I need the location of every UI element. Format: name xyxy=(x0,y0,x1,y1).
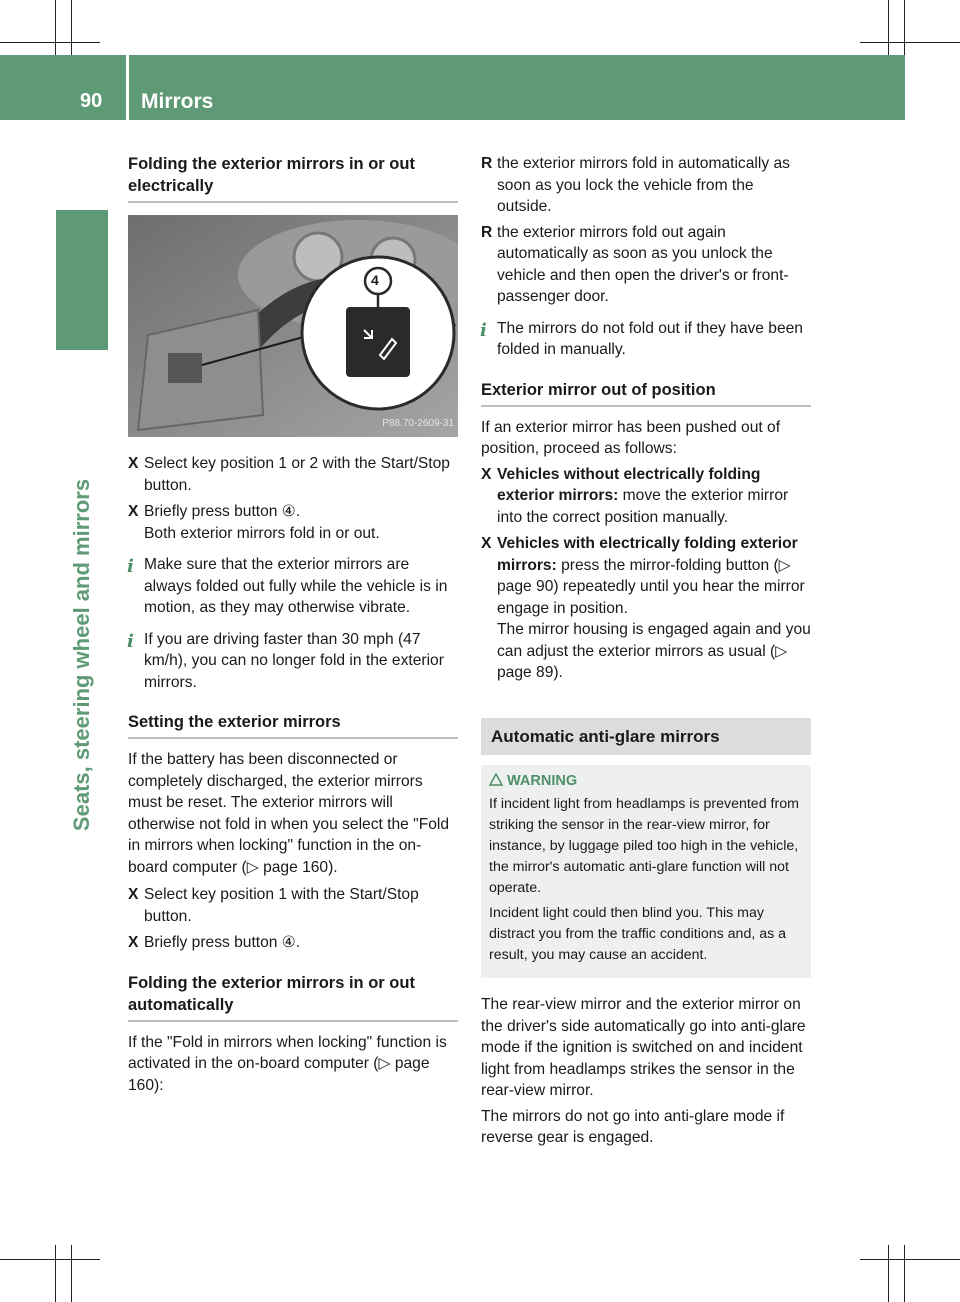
page-number: 90 xyxy=(80,90,103,112)
crop-mark xyxy=(860,42,960,43)
warning-text-1: If incident light from headlamps is prevented from striking the sensor in the rear-view mirror, for instance, by luggage piled too high in the vehicle, the mirror's automatic anti-glare function will not operate. xyxy=(489,796,799,896)
steering-wheel-illustration xyxy=(128,215,458,437)
step-marker: X xyxy=(128,934,139,951)
crop-mark xyxy=(55,0,56,55)
step-marker: X xyxy=(481,465,492,483)
paragraph-reverse-gear: The mirrors do not go into anti-glare mode if reverse gear is engaged. xyxy=(481,1107,785,1146)
left-column xyxy=(128,153,458,1100)
crop-mark xyxy=(71,0,72,55)
warning-triangle-icon xyxy=(489,773,503,786)
header-divider xyxy=(126,55,129,120)
section-title: Mirrors xyxy=(141,90,214,113)
info-icon: i xyxy=(127,630,134,652)
heading-setting-mirrors: Setting the exterior mirrors xyxy=(128,711,458,739)
bullet-fold-in-lock: R the exterior mirrors fold in automatically as soon as you lock the vehicle from the outside. xyxy=(481,155,790,215)
step-select-key: X Select key position 1 or 2 with the Start/Stop button. xyxy=(128,455,450,494)
crop-mark xyxy=(71,1245,72,1302)
paragraph-fold-function: If the "Fold in mirrors when locking" function is activated in the on-board computer (▷ page 160): xyxy=(128,1033,447,1094)
crop-mark xyxy=(55,1245,56,1302)
crop-mark xyxy=(904,1245,905,1302)
bullet-marker: R xyxy=(481,223,493,241)
bullet-fold-out-unlock: R the exterior mirrors fold out again automatically as soon as you unlock the vehicle and then open the driver's or front-passenger door. xyxy=(481,223,789,305)
figure-code: P88.70-2609-31 xyxy=(382,417,454,429)
side-tab xyxy=(56,210,108,350)
steering-wheel-figure xyxy=(128,215,458,437)
heading-folding-automatically: Folding the exterior mirrors in or out automatically xyxy=(128,972,458,1022)
paragraph-anti-glare-mode: The rear-view mirror and the exterior mirror on the driver's side automatically go into anti-glare mode if the ignition is switched on and incident light from headlamps strikes the sensor in the rear-view mirror. xyxy=(481,996,806,1099)
step-select-key-2: X Select key position 1 with the Start/Stop button. xyxy=(128,886,419,925)
paragraph-reset: If the battery has been disconnected or completely discharged, the exterior mirrors must be reset. The exterior mirrors will otherwise not fold in when you select the "Fold in mirrors when locking" function in the on-board computer (▷ page 160). xyxy=(128,751,450,876)
info-note-manual: i The mirrors do not fold out if they have been folded in manually. xyxy=(480,319,803,358)
crop-mark xyxy=(860,1259,960,1260)
info-icon: i xyxy=(480,319,487,341)
warning-title: WARNING xyxy=(489,771,803,792)
step-without-folding: X Vehicles without electrically folding exterior mirrors: move the exterior mirror into the correct position manually. xyxy=(481,465,789,526)
crop-mark xyxy=(0,42,100,43)
info-note-fold-out: i Make sure that the exterior mirrors are always folded out fully while the vehicle is in motion, as they may otherwise vibrate. xyxy=(127,556,448,616)
step-marker: X xyxy=(128,503,139,520)
step-marker: X xyxy=(128,455,139,472)
figure-callout-4: 4 xyxy=(371,272,379,288)
step-marker: X xyxy=(128,886,139,903)
heading-anti-glare: Automatic anti-glare mirrors xyxy=(481,718,811,756)
heading-out-of-position: Exterior mirror out of position xyxy=(481,379,811,407)
right-column xyxy=(481,153,811,1153)
info-icon: i xyxy=(127,556,134,577)
crop-mark xyxy=(888,0,889,55)
crop-mark xyxy=(888,1245,889,1302)
side-tab-text: Seats, steering wheel and mirrors xyxy=(69,478,94,832)
crop-mark xyxy=(904,0,905,55)
step-press-button: X Briefly press button ④. Both exterior mirrors fold in or out. xyxy=(128,503,380,542)
bullet-marker: R xyxy=(481,155,493,172)
warning-text-2: Incident light could then blind you. This may distract you from the traffic conditions and, as a result, you may cause an accident. xyxy=(489,905,787,963)
warning-box xyxy=(481,765,811,978)
heading-folding-electrically: Folding the exterior mirrors in or out electrically xyxy=(128,153,458,203)
step-with-folding: X Vehicles with electrically folding exterior mirrors: press the mirror-folding button (▷ page 90) repeatedly until you hear the mirror engage in position. The mirror housing is engaged again and you can adjust the exterior mirrors as usual (▷ page 89). xyxy=(481,535,811,681)
header-bar xyxy=(0,55,905,120)
step-marker: X xyxy=(481,535,492,552)
paragraph-pushed-out: If an exterior mirror has been pushed out of position, proceed as follows: xyxy=(481,418,781,457)
info-note-speed: i If you are driving faster than 30 mph (47 km/h), you can no longer fold in the exterior mirrors. xyxy=(127,630,444,691)
crop-mark xyxy=(0,1259,100,1260)
step-press-button-2: X Briefly press button ④. xyxy=(128,932,458,954)
